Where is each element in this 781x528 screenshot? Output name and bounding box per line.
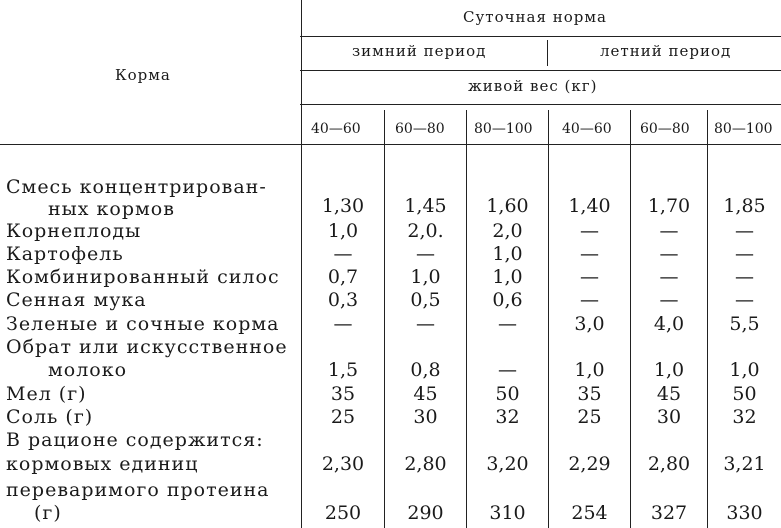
table-cell: 2,80 — [647, 453, 691, 475]
table-cell: 2,0. — [407, 220, 444, 242]
table-cell: 2,0 — [492, 220, 523, 242]
winter-period-header: зимний период — [352, 42, 487, 60]
summer-period-header: летний период — [600, 42, 732, 60]
weight-range-header: 60—80 — [640, 121, 690, 137]
table-cell: 0,3 — [327, 289, 359, 311]
row-label: Смесь концентрирован- — [6, 176, 267, 198]
table-cell: 0,5 — [410, 289, 441, 311]
table-cell: — — [580, 243, 599, 265]
header-rule — [300, 70, 781, 71]
table-cell: 1,70 — [647, 195, 691, 217]
table-cell: — — [580, 266, 599, 288]
weight-range-header: 60—80 — [395, 121, 445, 137]
table-cell: — — [416, 313, 435, 335]
table-cell: 1,0 — [729, 359, 760, 381]
table-cell: 1,30 — [321, 195, 365, 217]
table-cell: 1,0 — [653, 359, 685, 381]
row-label: молоко — [48, 359, 128, 381]
table-cell: 1,0 — [574, 359, 605, 381]
row-label: Корнеплоды — [6, 220, 142, 242]
table-cell: 1,0 — [492, 243, 523, 265]
table-cell: 32 — [732, 406, 757, 428]
table-cell: — — [659, 289, 679, 311]
weight-range-header: 40—60 — [562, 121, 612, 137]
table-cell: — — [580, 220, 599, 242]
live-weight-header: живой вес (кг) — [468, 77, 598, 95]
table-cell: — — [735, 266, 754, 288]
table-cell: — — [498, 359, 517, 381]
table-cell: 1,85 — [723, 195, 766, 217]
table-cell: — — [498, 313, 517, 335]
row-label: В рационе содержится: — [6, 429, 264, 451]
table-cell: 330 — [726, 502, 763, 524]
row-label: Обрат или искусственное — [6, 336, 288, 358]
table-cell: 50 — [732, 383, 757, 405]
table-cell: — — [659, 220, 679, 242]
row-label: (г) — [34, 502, 62, 524]
table-cell: — — [333, 313, 353, 335]
table-cell: 0,8 — [410, 359, 441, 381]
header-rule — [300, 36, 781, 37]
table-cell: 25 — [330, 406, 356, 428]
table-cell: 0,6 — [492, 289, 523, 311]
row-label: Мел (г) — [6, 383, 87, 405]
table-cell: 35 — [577, 383, 602, 405]
table-cell: 50 — [495, 383, 520, 405]
row-label: переваримого протеина — [6, 479, 270, 501]
row-label: Комбинированный силос — [6, 266, 280, 288]
table-cell: 45 — [413, 383, 438, 405]
weight-range-header: 80—100 — [714, 121, 773, 137]
table-cell: 32 — [495, 406, 520, 428]
table-cell: — — [333, 243, 353, 265]
table-cell: 1,0 — [327, 220, 359, 242]
table-cell: 1,45 — [404, 195, 447, 217]
weight-range-header: 80—100 — [474, 121, 533, 137]
table-cell: 327 — [650, 502, 688, 524]
table-cell: 5,5 — [729, 313, 760, 335]
row-label: кормовых единиц — [6, 453, 199, 475]
table-cell: 250 — [324, 502, 362, 524]
table-cell: 254 — [571, 502, 608, 524]
table-cell: 3,0 — [574, 313, 605, 335]
table-cell: 35 — [330, 383, 356, 405]
table-cell: — — [659, 266, 679, 288]
row-label: Зеленые и сочные корма — [6, 313, 280, 335]
feeds-column-header: Корма — [115, 66, 171, 84]
table-cell: 25 — [577, 406, 602, 428]
row-label: Картофель — [6, 243, 124, 265]
row-label: Сенная мука — [6, 289, 147, 311]
table-cell: 4,0 — [653, 313, 685, 335]
row-label: ных кормов — [48, 198, 175, 220]
table-cell: 1,0 — [492, 266, 523, 288]
column-divider — [547, 40, 548, 66]
weight-range-header: 40—60 — [311, 121, 361, 137]
table-cell: 310 — [489, 502, 526, 524]
table-cell: 2,29 — [568, 453, 611, 475]
table-cell: 1,60 — [486, 195, 529, 217]
table-cell: 2,80 — [404, 453, 447, 475]
table-cell: 0,7 — [327, 266, 359, 288]
table-cell: 3,21 — [723, 453, 766, 475]
table-cell: — — [735, 243, 754, 265]
row-label: Соль (г) — [6, 406, 94, 428]
table-cell: 30 — [413, 406, 438, 428]
daily-norm-header: Суточная норма — [463, 8, 607, 26]
table-cell: 290 — [407, 502, 444, 524]
header-bottom-rule — [0, 144, 781, 145]
table-cell: 45 — [656, 383, 682, 405]
table-cell: 2,30 — [321, 453, 365, 475]
table-cell: — — [416, 243, 435, 265]
table-cell: 30 — [656, 406, 682, 428]
table-cell: 1,5 — [327, 359, 359, 381]
table-cell: — — [580, 289, 599, 311]
table-cell: 1,40 — [568, 195, 611, 217]
table-cell: — — [735, 220, 754, 242]
table-cell: — — [735, 289, 754, 311]
table-cell: 1,0 — [410, 266, 441, 288]
header-rule — [300, 104, 781, 105]
table-cell: — — [659, 243, 679, 265]
table-cell: 3,20 — [486, 453, 529, 475]
